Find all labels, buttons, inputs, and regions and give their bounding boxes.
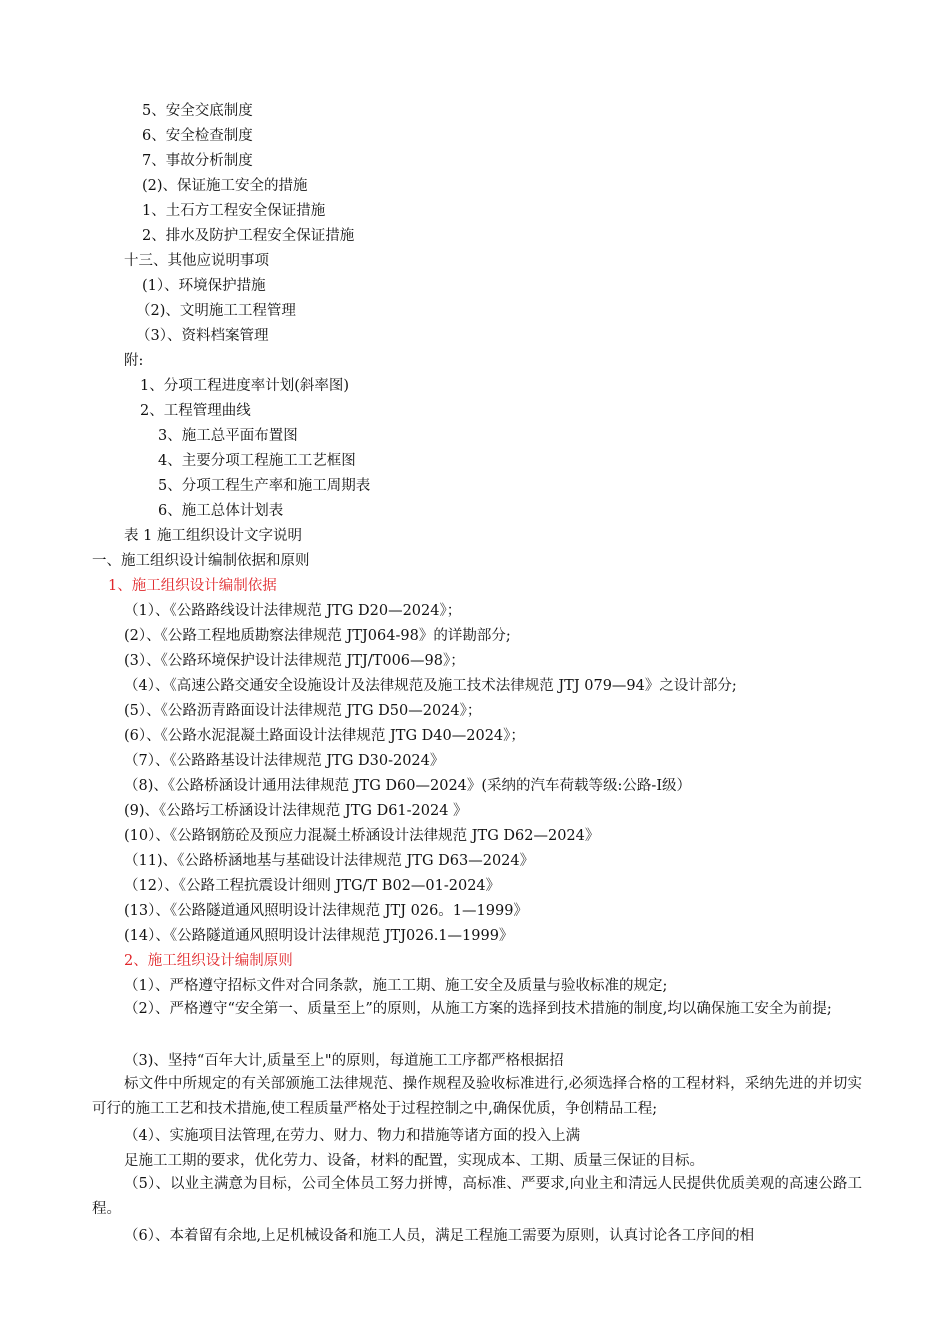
principle-item: （2）、严格遵守“安全第一、质量至上”的原则，从施工方案的选择到技术措施的制度,均以确保施工安全为前提; [124,1001,832,1017]
principle-item: （3)、坚持“百年大计,质量至上"的原则，每道施工工序都严格根据招 [124,1053,564,1069]
section-heading: 一、施工组织设计编制依据和原则 [92,553,310,569]
basis-item: (10）、《公路钢筋砼及预应力混凝土桥涵设计法律规范 JTG D62—2024》 [124,828,600,844]
basis-item: （8)、《公路桥涵设计通用法律规范 JTG D60—2024》(采纳的汽车荷载等级:公路-I级） [124,778,692,794]
subsection-heading: 2、施工组织设计编制原则 [124,953,293,969]
toc-item: 5、分项工程生产率和施工周期表 [158,478,371,494]
toc-item: 1、土石方工程安全保证措施 [142,203,326,219]
toc-item: (1）、环境保护措施 [142,278,266,294]
basis-item: (5）、《公路沥青路面设计法律规范 JTG D50—2024》； [124,703,482,719]
basis-item: （12）、《公路工程抗震设计细则 JTG/T B02—01-2024》 [124,878,501,894]
basis-item: （1）、《公路路线设计法律规范 JTG D20—2024》； [124,603,462,619]
table-caption: 表 1 施工组织设计文字说明 [124,528,302,544]
toc-item: （2)、文明施工工程管理 [136,303,296,319]
basis-item: (3）、《公路环境保护设计法律规范 JTJ/T006—98》； [124,653,465,669]
basis-item: （4）、《高速公路交通安全设施设计及法律规范及施工技术法律规范 JTJ 079—94》之设计部分; [124,678,737,694]
basis-item: （7）、《公路路基设计法律规范 JTG D30-2024》 [124,753,445,769]
principle-item: （4）、实施项目法管理,在劳力、财力、物力和措施等诸方面的投入上满 [124,1128,581,1144]
toc-item: (2)、保证施工安全的措施 [142,178,308,194]
basis-item: (9)、《公路圬工桥涵设计法律规范 JTG D61-2024 》 [124,803,468,819]
basis-item: (13）、《公路隧道通风照明设计法律规范 JTJ 026。1—1999》 [124,903,528,919]
basis-item: （11)、《公路桥涵地基与基础设计法律规范 JTG D63—2024》 [124,853,535,869]
toc-item: （3）、资料档案管理 [136,328,269,344]
basis-item: (2）、《公路工程地质勘察法律规范 JTJ064-98》的详勘部分; [124,628,511,644]
principle-item: 足施工工期的要求，优化劳力、设备，材料的配置，实现成本、工期、质量三保证的目标。 [124,1153,704,1169]
toc-item: 十三、其他应说明事项 [124,253,269,269]
principle-item: （1）、严格遵守招标文件对合同条款，施工工期、施工安全及质量与验收标准的规定; [124,978,668,994]
toc-item: 2、工程管理曲线 [140,403,251,419]
subsection-heading: 1、施工组织设计编制依据 [108,578,277,594]
toc-item: 附: [124,353,144,369]
basis-item: (6）、《公路水泥混凝土路面设计法律规范 JTG D40—2024》； [124,728,525,744]
toc-item: 6、施工总体计划表 [158,503,284,519]
basis-item: (14）、《公路隧道通风照明设计法律规范 JTJ026.1—1999》 [124,928,514,944]
toc-item: 5、安全交底制度 [142,103,253,119]
toc-item: 1、分项工程进度率计划(斜率图) [140,378,350,394]
principle-item: （5）、以业主满意为目标，公司全体员工努力拼博，高标准、严要求,向业主和清远人民提供优质美观的高速公路工程。 [92,1176,862,1217]
toc-item: 7、事故分析制度 [142,153,253,169]
toc-item: 2、排水及防护工程安全保证措施 [142,228,355,244]
toc-item: 4、主要分项工程施工工艺框图 [158,453,356,469]
toc-item: 3、施工总平面布置图 [158,428,298,444]
principle-item: （6）、本着留有余地,上足机械设备和施工人员，满足工程施工需要为原则，认真讨论各工序间的相 [124,1228,755,1244]
toc-item: 6、安全检查制度 [142,128,253,144]
principle-item: 标文件中所规定的有关部颁施工法律规范、操作规程及验收标准进行,必须选择合格的工程材料，采纳先进的并切实可行的施工工艺和技术措施,使工程质量严格处于过程控制之中,确保优质，争创精品工程; [92,1076,862,1117]
